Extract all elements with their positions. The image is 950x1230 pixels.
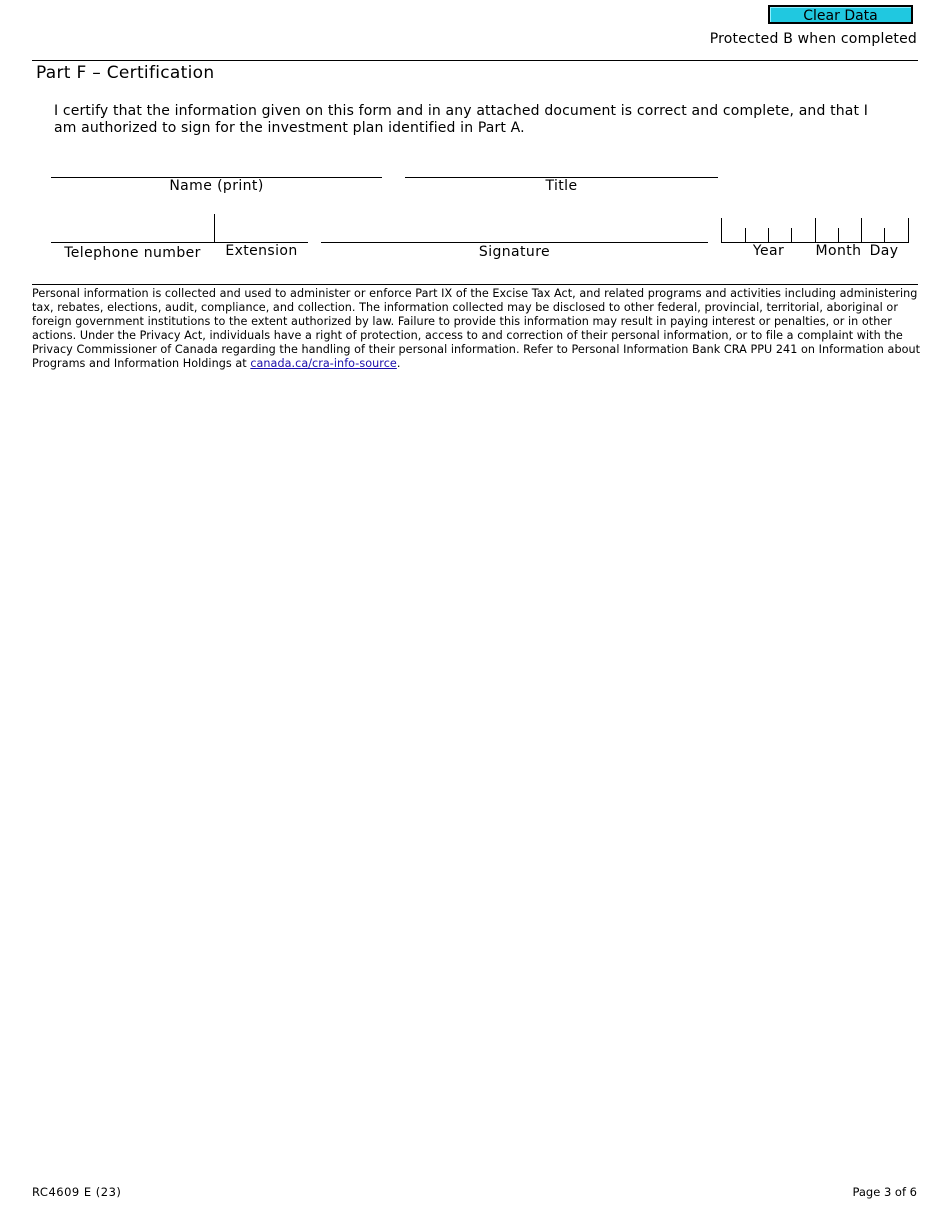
- info-source-link[interactable]: canada.ca/cra-info-source: [250, 357, 397, 370]
- certification-statement: I certify that the information given on this form and in any attached document is correct and complete, and that I am authorized to sign for the investment plan identified in Part A.: [54, 103, 868, 136]
- privacy-text: Personal information is collected and used to administer or enforce Part IX of the Excise Tax Act, and related programs and activities including administering tax, rebates, elections, audit, compliance, and collection. The information collected may be disclosed to other federal, provincial, territorial, aboriginal or foreign government institutions to the extent authorized by law. Failure to provide this information may result in paying interest or penalties, or in other actions. Under the Privacy Act, individuals have a right of protection, access to and correction of their personal information, or to file a complaint with the Privacy Commissioner of Canada regarding the handling of their personal information. Refer to Personal Information Bank CRA PPU 241 on Information about Programs and Information Holdings at: [32, 287, 921, 370]
- extension-label: Extension: [225, 243, 298, 259]
- clear-data-button[interactable]: Clear Data: [768, 5, 913, 24]
- day-digit-divider: [884, 228, 885, 242]
- month-label: Month: [815, 243, 862, 259]
- privacy-end: .: [396, 357, 401, 370]
- privacy-statement: [32, 287, 922, 371]
- date-field[interactable]: [721, 218, 909, 243]
- top-divider: [32, 60, 918, 61]
- day-label: Day: [869, 243, 899, 259]
- title-label: Title: [545, 178, 578, 194]
- telephone-divider: [214, 214, 215, 243]
- year-digit-divider: [791, 228, 792, 242]
- privacy-divider: [32, 284, 918, 285]
- signature-field[interactable]: [321, 242, 708, 243]
- year-digit-divider: [768, 228, 769, 242]
- name-print-label: Name (print): [169, 178, 264, 194]
- part-f-title: Part F – Certification: [36, 63, 215, 83]
- month-day-divider: [861, 218, 862, 242]
- telephone-field[interactable]: [51, 242, 214, 243]
- year-month-divider: [815, 218, 816, 242]
- signature-label: Signature: [478, 244, 551, 260]
- page-number: Page 3 of 6: [852, 1185, 917, 1199]
- year-digit-divider: [745, 228, 746, 242]
- telephone-label: Telephone number: [64, 245, 201, 261]
- year-label: Year: [752, 243, 785, 259]
- protected-b-notice: Protected B when completed: [709, 31, 917, 47]
- month-digit-divider: [838, 228, 839, 242]
- form-identifier: RC4609 E (23): [32, 1185, 122, 1199]
